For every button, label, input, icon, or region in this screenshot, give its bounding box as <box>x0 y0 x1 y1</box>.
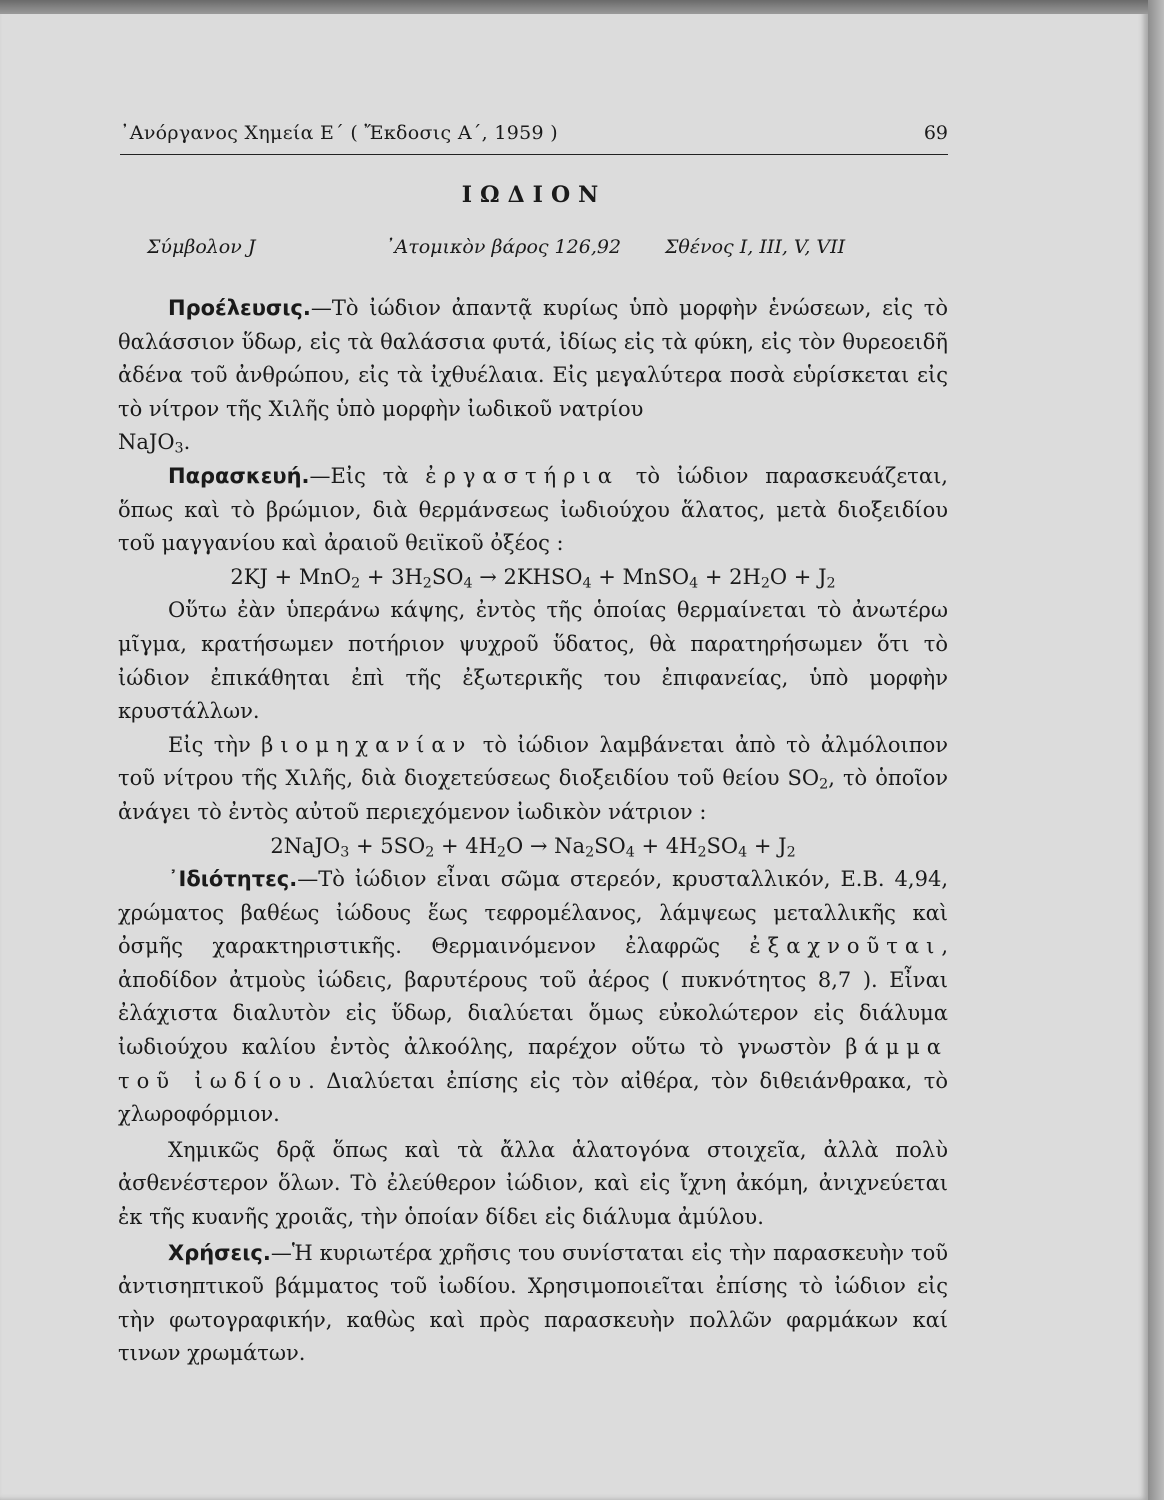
atomic-weight-label: ᾿Ατομικὸν βάρος 126,92 <box>385 236 622 258</box>
scan-top-edge <box>0 0 1164 14</box>
properties-paragraph: ᾿Ιδιότητες.—Τὸ ἰώδιον εἶναι σῶμα στερεόν, κρυσταλλικόν, Ε.Β. 4,94, χρώματος βαθέως ἰώδους ἕως τεφρομέλανος, λάμψεως μεταλλικῆς καὶ ὀσμῆς χαρακτηριστικῆς. Θερμαινόμενον ἐλαφρῶς ἐξαχνοῦται, ἀποδίδον ἀτμοὺς ἰώδεις, βαρυτέρους τοῦ ἀέρος ( πυκνότητος 8,7 ). Εἶναι ἐλάχιστα διαλυτὸν εἰς ὕδωρ, διαλύεται ὅμως εὐκολώτερον εἰς διάλυμα ἰωδιούχου καλίου ἐντὸς ἀλκοόλης, παρέχον οὕτω τὸ γνωστὸν βάμμα τοῦ ἰωδίου. Διαλύεται ἐπίσης εἰς τὸν αἰθέρα, τὸν διθειάνθρακα, τὸ χλωροφόρμιον. <box>118 867 948 1127</box>
chemical-behaviour-paragraph: Χημικῶς δρᾷ ὅπως καὶ τὰ ἄλλα ἁλατογόνα στοιχεῖα, ἀλλὰ πολὺ ἀσθενέστερον ὅλων. Τὸ ἐλεύθερον ἰώδιον, καὶ εἰς ἴχνη ἀκόμη, ἀνιχνεύεται ἐκ τῆς κυανῆς χροιᾶς, τὴν ὁποίαν δίδει εἰς διάλυμα ἀμύλου. <box>118 1137 948 1230</box>
industry-paragraph: Εἰς τὴν βιομηχανίαν τὸ ἰώδιον λαμβάνεται ἀπὸ τὸ ἀλμόλοιπον τοῦ νίτρου τῆς Χιλῆς, διὰ διοχετεύσεως διοξειδίου τοῦ θείου $SO_2$, τὸ ὁποῖον ἀνάγει τὸ ἐντὸς αὐτοῦ περιεχόμενον ἰωδικὸν νάτριον : <box>118 732 949 824</box>
equation-industrial: 2NaJO$_3$ + $5SO_2 + 4H_2O \to Na_2SO_4 + 4H_2SO_4 + J_2$ <box>270 833 796 861</box>
origin-text: —Τὸ ἰώδιον ἀπαντᾷ κυρίως ὑπὸ μορφὴν ἑνώσεων, εἰς τὸ θαλάσσιον ὕδωρ, εἰς τὰ θαλάσσια φυτά, ἰδίως εἰς τὰ φύκη, εἰς τὸν θυρεοειδῆ ἀδένα τοῦ ἀνθρώπου, εἰς τὰ ἰχθυέλαια. Εἰς μεγαλύτερα ποσὰ εὑρίσκεται εἰς τὸ νίτρον τῆς Χιλῆς ὑπὸ μορφὴν ἰωδικοῦ νατρίου <box>118 296 948 421</box>
symbol-label: Σύμβολον J <box>147 236 256 258</box>
prep-paragraph: Παρασκευή.—Εἰς τὰ ἐργαστήρια τὸ ἰώδιον παρασκευάζεται, ὅπως καὶ τὸ βρώμιον, διὰ θερμάνσεως ἰωδιούχου ἅλατος, μετὰ διοξειδίου τοῦ μαγγανίου καὶ ἀραιοῦ θειϊκοῦ ὀξέος : <box>118 463 948 556</box>
prep-heading: Παρασκευή. <box>168 463 310 488</box>
uses-paragraph: Χρήσεις.—Ἡ κυριωτέρα χρῆσις του συνίσταται εἰς τὴν παρασκευὴν τοῦ ἀντισηπτικοῦ βάμματος τοῦ ἰωδίου. Χρησιμοποιεῖται ἐπίσης τὸ ἰώδιον εἰς τὴν φωτογραφικήν, καθὼς καὶ πρὸς παρασκευὴν πολλῶν φαρμάκων καί τινων χρωμάτων. <box>118 1240 948 1366</box>
running-header <box>120 118 948 155</box>
origin-heading: Προέλευσις. <box>168 296 311 320</box>
origin-paragraph <box>118 292 948 460</box>
industry-spaced-word: βιομηχανίαν <box>261 732 473 757</box>
valence-label: Σθένος I, III, V, VII <box>665 236 846 258</box>
prep-observation-paragraph: Οὕτω ἐὰν ὑπεράνω κάψης, ἐντὸς τῆς ὁποίας θερμαίνεται τὸ ἀνωτέρω μῖγμα, κρατήσωμεν ποτήριον ψυχροῦ ὕδατος, θὰ παρατηρήσωμεν ὅτι τὸ ἰώδιον ἐπικάθηται ἐπὶ τῆς ἐξωτερικῆς του ἐπιφανείας, ὑπὸ μορφὴν κρυστάλλων. <box>118 598 948 724</box>
sublimes-spaced-word: ἐξαχνοῦται <box>749 934 942 959</box>
uses-heading: Χρήσεις. <box>168 1240 271 1265</box>
running-title: ᾿Ανόργανος Χημεία Ε΄ ( Ἔκδοσις Α΄, 1959 ) <box>120 122 558 144</box>
properties-heading: ᾿Ιδιότητες. <box>168 867 298 892</box>
prep-spaced-word: ἐργαστήρια <box>425 463 619 488</box>
page-body <box>118 292 948 1371</box>
origin-formula: NaJO$_3$. <box>118 430 191 457</box>
page-number: 69 <box>923 122 948 144</box>
equation-lab-preparation: $2KJ + MnO_2 + 3H_2SO_4$ → $2KHSO_4$ + MnSO$_4$ + $2H_2O + J_2$ <box>230 564 836 592</box>
element-properties-line <box>147 236 907 266</box>
scan-right-edge <box>1148 0 1164 1500</box>
chapter-title: ΙΩΔΙΟΝ <box>461 182 607 208</box>
tincture-spaced-phrase: βάμμα τοῦ ἰωδίου <box>118 1035 948 1093</box>
